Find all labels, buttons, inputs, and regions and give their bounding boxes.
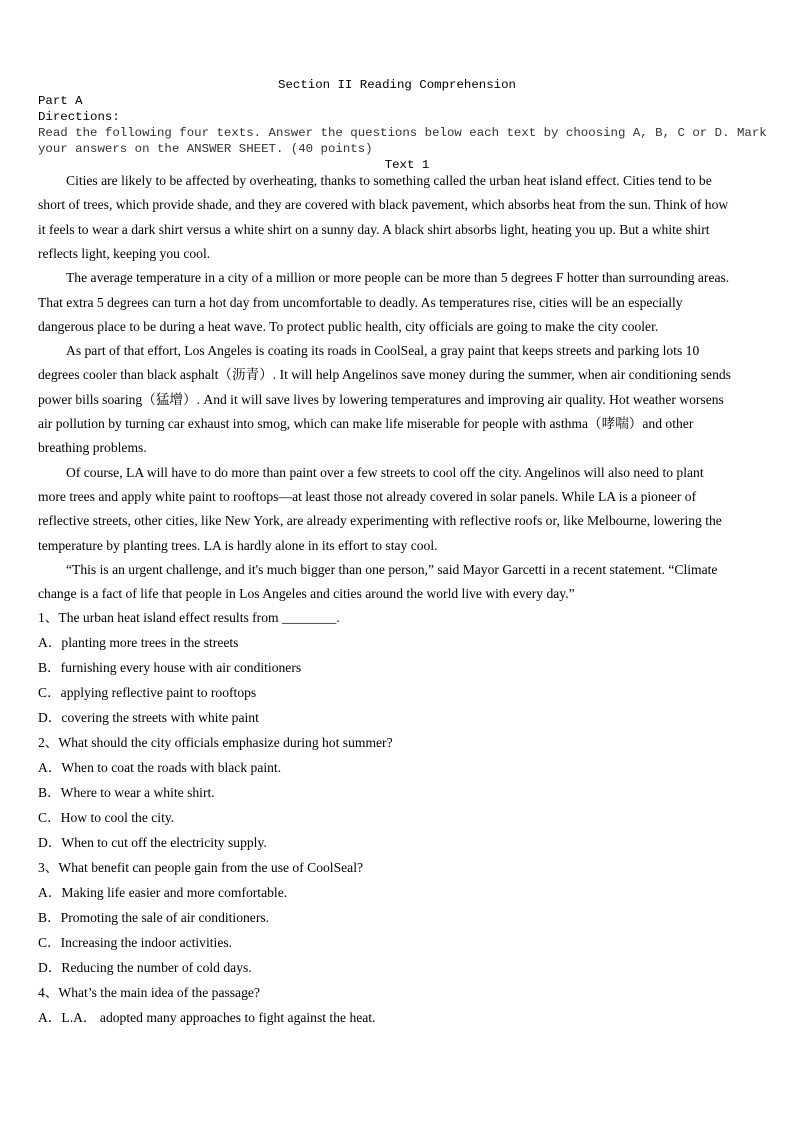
- answer-option: A．L.A． adopted many approaches to fight against the heat.: [38, 1010, 376, 1025]
- paragraph-line: short of trees, which provide shade, and they are covered with black pavement, which absorbs heat from the sun. Think of how: [38, 197, 729, 213]
- paragraph-line: dangerous place to be during a heat wave. To protect public health, city officials are going to make the city cooler.: [38, 318, 659, 334]
- answer-option: B．furnishing every house with air conditioners: [38, 660, 302, 675]
- directions-line: Read the following four texts. Answer the questions below each text by choosing A, B, C or D. Mark: [38, 126, 767, 140]
- question-text: 2、What should the city officials emphasize during hot summer?: [38, 735, 393, 750]
- paragraph-line: change is a fact of life that people in Los Angeles and cities around the world live with every day.”: [38, 586, 575, 602]
- answer-option: A．When to coat the roads with black paint.: [38, 760, 282, 775]
- answer-option: A．Making life easier and more comfortable.: [38, 885, 288, 900]
- answer-option: C．Increasing the indoor activities.: [38, 935, 233, 950]
- part-label: Part A: [38, 94, 83, 108]
- paragraph-line: reflects light, keeping you cool.: [38, 245, 211, 261]
- paragraph-line: temperature by planting trees. LA is hardly alone in its effort to stay cool.: [38, 537, 438, 553]
- answer-option: C．applying reflective paint to rooftops: [38, 685, 257, 700]
- question-text: 3、What benefit can people gain from the use of CoolSeal?: [38, 860, 364, 875]
- paragraph-line: degrees cooler than black asphalt（沥青）. It will help Angelinos save money during the summer, when air conditioning sends: [38, 367, 731, 383]
- paragraph-line: That extra 5 degrees can turn a hot day from uncomfortable to deadly. As temperatures rise, cities will be an especially: [38, 294, 683, 310]
- paragraph-line: Cities are likely to be affected by overheating, thanks to something called the urban heat island effect. Cities tend to be: [66, 173, 712, 188]
- answer-option: A．planting more trees in the streets: [38, 635, 239, 650]
- answer-option: D．When to cut off the electricity supply.: [38, 835, 267, 850]
- answer-option: D．Reducing the number of cold days.: [38, 960, 252, 975]
- paragraph-line: Of course, LA will have to do more than paint over a few streets to cool off the city. Angelinos will also need to plant: [66, 464, 704, 480]
- paragraph-line: The average temperature in a city of a million or more people can be more than 5 degrees F hotter than surrounding areas.: [66, 270, 730, 286]
- directions-label: Directions:: [38, 110, 120, 124]
- answer-option: D．covering the streets with white paint: [38, 710, 259, 725]
- paragraph-line: it feels to wear a dark shirt versus a white shirt on a sunny day. A black shirt absorbs light, heating you up. But a white shirt: [38, 221, 710, 237]
- question-text: 1、The urban heat island effect results from ________.: [38, 610, 340, 625]
- paragraph-line: As part of that effort, Los Angeles is coating its roads in CoolSeal, a gray paint that keeps streets and parking lots 10: [66, 343, 700, 359]
- section-title: Section II Reading Comprehension: [278, 78, 516, 92]
- paragraph-line: air pollution by turning car exhaust into smog, which can make life miserable for people with asthma（哮喘）and other: [38, 416, 694, 431]
- directions-line: your answers on the ANSWER SHEET. (40 points): [38, 142, 373, 156]
- question-text: 4、What’s the main idea of the passage?: [38, 985, 260, 1000]
- answer-option: B．Where to wear a white shirt.: [38, 785, 215, 800]
- paragraph-line: more trees and apply white paint to rooftops—at least those not already covered in solar panels. While LA is a pioneer of: [38, 488, 697, 504]
- paragraph-line: breathing problems.: [38, 440, 147, 456]
- paragraph-line: reflective streets, other cities, like New York, are already experimenting with reflective roofs or, like Melbourne, lowering the: [38, 513, 722, 529]
- answer-option: B．Promoting the sale of air conditioners.: [38, 910, 270, 925]
- paragraph-line: power bills soaring（猛增）. And it will save lives by lowering temperatures and improving air quality. Hot weather worsens: [38, 391, 724, 407]
- answer-option: C．How to cool the city.: [38, 810, 175, 825]
- text-title: Text 1: [384, 158, 430, 172]
- paragraph-line: “This is an urgent challenge, and it's much bigger than one person,” said Mayor Garcetti in a recent statement. “Climate: [66, 561, 718, 577]
